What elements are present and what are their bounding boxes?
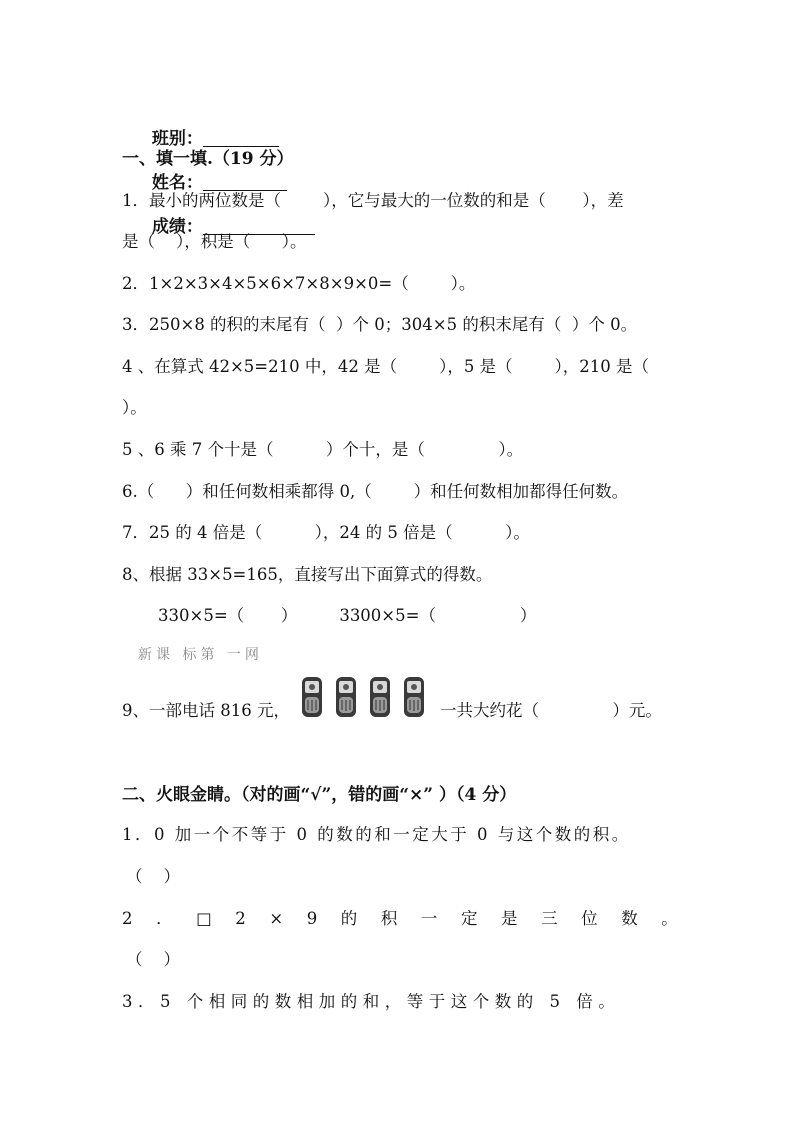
name-label: 姓名： [151,173,203,193]
tf-q2-char: 数 [621,909,638,928]
tf-q1-paren: （ ） [126,867,180,886]
tf-q2-char: 积 [380,909,398,928]
tf-q2-char: 是 [501,909,518,928]
q6: 6.（ ）和任何数相乘都得 0,（ ）和任何数相加都得任何数。 [122,482,629,501]
q7: 7．25 的 4 倍是（ ），24 的 5 倍是（ ）。 [122,523,530,542]
header-row [140,106,315,238]
q2: 2．1×2×3×4×5×6×7×8×9×0=（ ）。 [122,274,476,293]
watermark-text: 新课 标第 一网 [138,647,263,663]
q9-suffix: 一共大约花（ ）元。 [440,701,662,720]
q8: 8、根据 33×5=165，直接写出下面算式的得数。 [122,565,493,584]
score-label: 成绩： [151,217,203,237]
section1-title: 一、填一填.（19 分） [122,149,294,169]
tf-q2-char: 。 [661,909,678,928]
tf-q2-char: 一 [420,909,438,928]
section2-title: 二、火眼金睛。（对的画“√”，错的画“×” ）（4 分） [122,785,517,805]
tf-q2-char: × [269,909,284,928]
phone-images [300,676,426,718]
name-blank[interactable] [203,172,287,191]
q1-line1: 1．最小的两位数是（ ），它与最大的一位数的和是（ ），差 [122,191,624,210]
tf-q2-char: 9 [306,909,318,928]
tf-q2-char: □ [196,909,212,928]
phone-icon [334,676,358,718]
tf-q2-char: ． [156,909,173,928]
q5: 5 、6 乘 7 个十是（ ）个十，是（ ）。 [122,440,524,459]
tf-q1: 1．0 加一个不等于 0 的数的和一定大于 0 与这个数的积。 [122,825,631,844]
class-label: 班别： [151,129,203,149]
class-blank[interactable] [203,128,279,147]
tf-q2-char: 定 [460,909,478,928]
tf-q3: 3．5 个相同的数相加的和，等于这个数的 5 倍。 [122,992,621,1011]
q9-prefix: 9、一部电话 816 元， [122,701,290,720]
q3: 3．250×8 的积的末尾有（ ）个 0；304×5 的积末尾有（ ）个 0。 [122,315,638,334]
tf-q2-char: 三 [541,909,558,928]
phone-icon [300,676,324,718]
tf-q2-paren: （ ） [126,950,180,969]
q4-line2: ）。 [122,398,147,417]
tf-q2-char: 的 [340,909,358,928]
tf-q2-char: 2 [122,909,133,928]
phone-icon [402,676,426,718]
q4-line1: 4 、在算式 42×5=210 中，42 是（ ），5 是（ ），210 是（ [122,357,650,376]
q1-line2: 是（ ），积是（ ）。 [122,232,307,251]
tf-q2-char: 2 [235,909,246,928]
phone-icon [368,676,392,718]
tf-q2-char: 位 [581,909,598,928]
tf-q2 [122,908,678,930]
q8-subquestions: 330×5=（ ） 3300×5=（ ） [158,606,537,625]
